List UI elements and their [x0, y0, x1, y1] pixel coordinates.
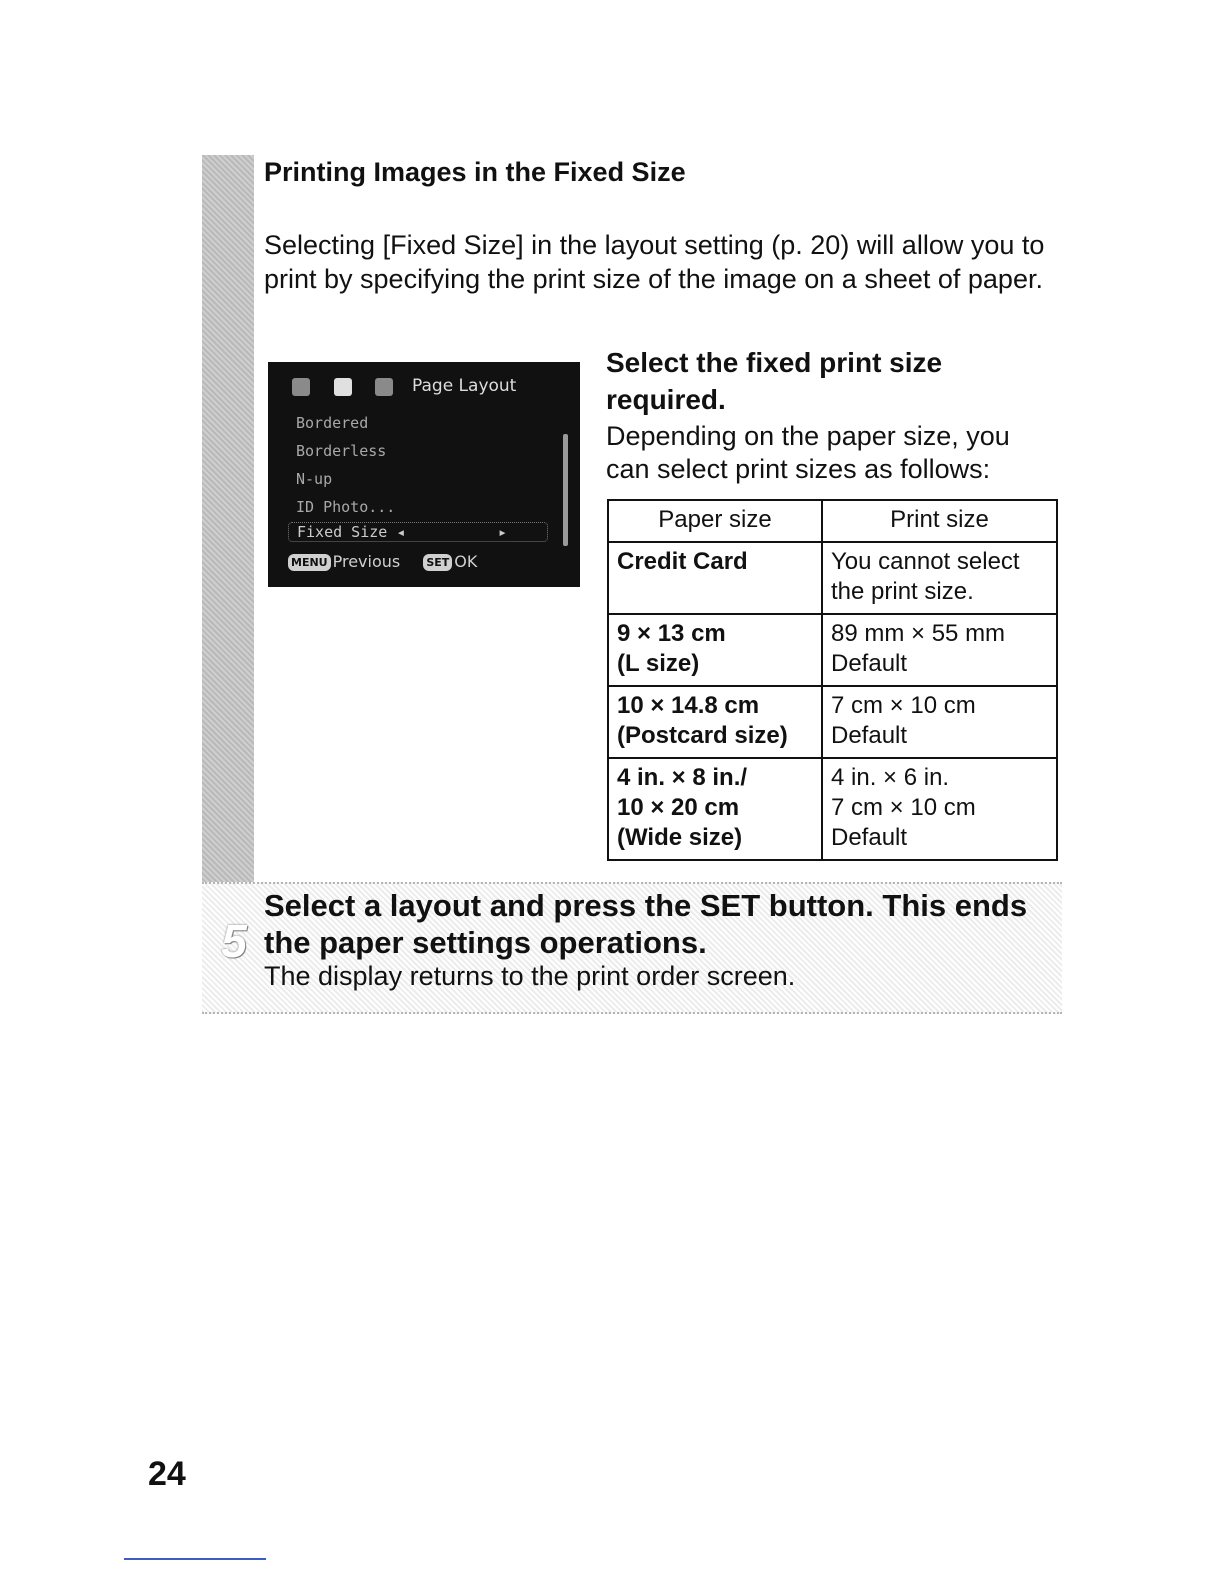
print-cell [822, 614, 1057, 686]
cell-line: 10 × 20 cm [617, 794, 740, 821]
table-row [608, 758, 1057, 860]
cell-line: (L size) [617, 650, 700, 677]
layout-icon [375, 378, 393, 396]
step-number: 5 [221, 915, 247, 967]
print-cell [822, 542, 1057, 614]
intro-paragraph: Selecting [Fixed Size] in the layout setting (p. 20) will allow you to print by specifying the print size of the image on a sheet of paper. [264, 230, 1045, 294]
camera-lcd-screenshot [268, 362, 580, 587]
cell-line: 89 mm × 55 mm [831, 620, 1006, 647]
cell-line: 4 in. × 6 in. [831, 764, 950, 791]
arrow-left-icon: ◂ [396, 523, 406, 541]
cell-line: Default [831, 722, 908, 749]
print-size-table [607, 499, 1058, 861]
page-number: 24 [148, 1455, 186, 1493]
cell-line: (Postcard size) [617, 722, 788, 749]
print-cell [822, 758, 1057, 860]
header-paper-size: Paper size [608, 500, 822, 542]
cell-line: the print size. [831, 578, 974, 605]
cell-line: Default [831, 650, 908, 677]
cell-line: Credit Card [617, 548, 748, 575]
paper-cell [608, 614, 822, 686]
paper-settings-icon [334, 378, 352, 396]
ok-label: OK [454, 552, 478, 571]
header-print-size: Print size [822, 500, 1057, 542]
screen-footer [288, 552, 477, 571]
cell-line: 4 in. × 8 in./ [617, 764, 748, 791]
option-fixed-size-label: Fixed Size [297, 523, 388, 541]
option-n-up: N-up [296, 470, 333, 488]
print-cell [822, 686, 1057, 758]
print-settings-icon [292, 378, 310, 396]
table-header-row [608, 500, 1057, 542]
option-id-photo: ID Photo... [296, 498, 396, 516]
table-row [608, 686, 1057, 758]
cell-line: You cannot select [831, 548, 1020, 575]
cell-line: 7 cm × 10 cm [831, 692, 976, 719]
previous-label: Previous [332, 552, 401, 571]
step-heading: Select the fixed print size required. [606, 347, 943, 415]
cell-line: Default [831, 824, 908, 851]
step-body: Depending on the paper size, you can select print sizes as follows: [606, 421, 1010, 484]
step-5-heading: Select a layout and press the SET button. This ends the paper settings operations. [264, 888, 1028, 960]
cell-line: 9 × 13 cm [617, 620, 726, 647]
menu-tab-icons [292, 376, 407, 396]
option-fixed-size [288, 522, 548, 542]
set-key-icon: SET [423, 554, 452, 571]
step-5-body: The display returns to the print order screen. [264, 961, 796, 991]
paper-cell [608, 758, 822, 860]
table-row [608, 614, 1057, 686]
cell-line: (Wide size) [617, 824, 743, 851]
menu-title: Page Layout [412, 376, 517, 396]
arrow-right-icon: ▸ [497, 523, 507, 541]
paper-cell [608, 542, 822, 614]
footer-rule [124, 1558, 266, 1560]
section-title: Printing Images in the Fixed Size [264, 157, 686, 187]
option-borderless: Borderless [296, 442, 387, 460]
cell-line: 7 cm × 10 cm [831, 794, 976, 821]
table-row [608, 542, 1057, 614]
scrollbar [563, 434, 568, 546]
menu-key-icon: MENU [288, 554, 331, 571]
option-bordered: Bordered [296, 414, 369, 432]
cell-line: 10 × 14.8 cm [617, 692, 760, 719]
paper-cell [608, 686, 822, 758]
